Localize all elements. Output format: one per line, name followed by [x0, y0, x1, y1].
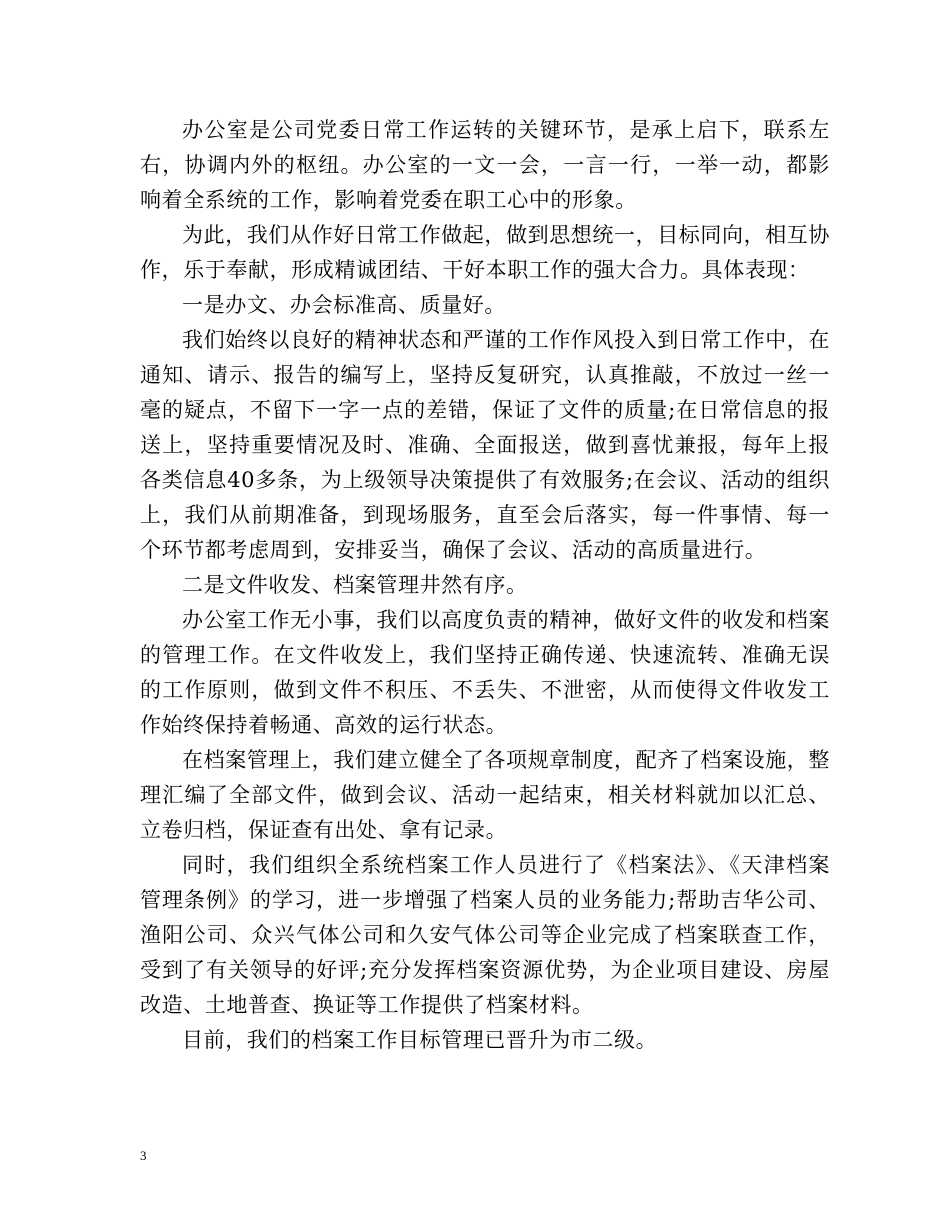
- paragraph-7: 在档案管理上，我们建立健全了各项规章制度，配齐了档案设施，整理汇编了全部文件，做到会议、活动一起结束，相关材料就加以汇总、立卷归档，保证查有出处、拿有记录。: [140, 748, 830, 842]
- page-number: 3: [140, 1148, 147, 1163]
- paragraph-4: 我们始终以良好的精神状态和严谨的工作作风投入到日常工作中，在通知、请示、报告的编写上，坚持反复研究，认真推敲，不放过一丝一毫的疑点，不留下一字一点的差错，保证了文件的质量;在日常信息的报送上，坚持重要情况及时、准确、全面报送，做到喜忧兼报，每年上报各类信息40多条，为上级领导决策提供了有效服务;在会议、活动的组织上，我们从前期准备，到现场服务，直至会后落实，每一件事情、每一个环节都考虑周到，安排妥当，确保了会议、活动的高质量进行。: [140, 328, 830, 562]
- paragraph-9: 目前，我们的档案工作目标管理已晋升为市二级。: [182, 1028, 658, 1052]
- paragraph-3: 一是办文、办会标准高、质量好。: [182, 293, 506, 317]
- paragraph-2: 为此，我们从作好日常工作做起，做到思想统一，目标同向，相互协作，乐于奉献，形成精诚团结、干好本职工作的强大合力。具体表现：: [140, 223, 830, 282]
- paragraph-8: 同时，我们组织全系统档案工作人员进行了《档案法》、《天津档案管理条例》的学习，进一步增强了档案人员的业务能力;帮助吉华公司、渔阳公司、众兴气体公司和久安气体公司等企业完成了档案联查工作，受到了有关领导的好评;充分发挥档案资源优势，为企业项目建设、房屋改造、土地普查、换证等工作提供了档案材料。: [140, 853, 830, 1017]
- paragraph-5: 二是文件收发、档案管理井然有序。: [182, 573, 528, 597]
- body-text: [140, 113, 830, 1058]
- paragraph-1: 办公室是公司党委日常工作运转的关键环节，是承上启下，联系左右，协调内外的枢纽。办公室的一文一会，一言一行，一举一动，都影响着全系统的工作，影响着党委在职工心中的形象。: [140, 118, 830, 212]
- paragraph-6: 办公室工作无小事，我们以高度负责的精神，做好文件的收发和档案的管理工作。在文件收发上，我们坚持正确传递、快速流转、准确无误的工作原则，做到文件不积压、不丢失、不泄密，从而使得文件收发工作始终保持着畅通、高效的运行状态。: [140, 608, 830, 737]
